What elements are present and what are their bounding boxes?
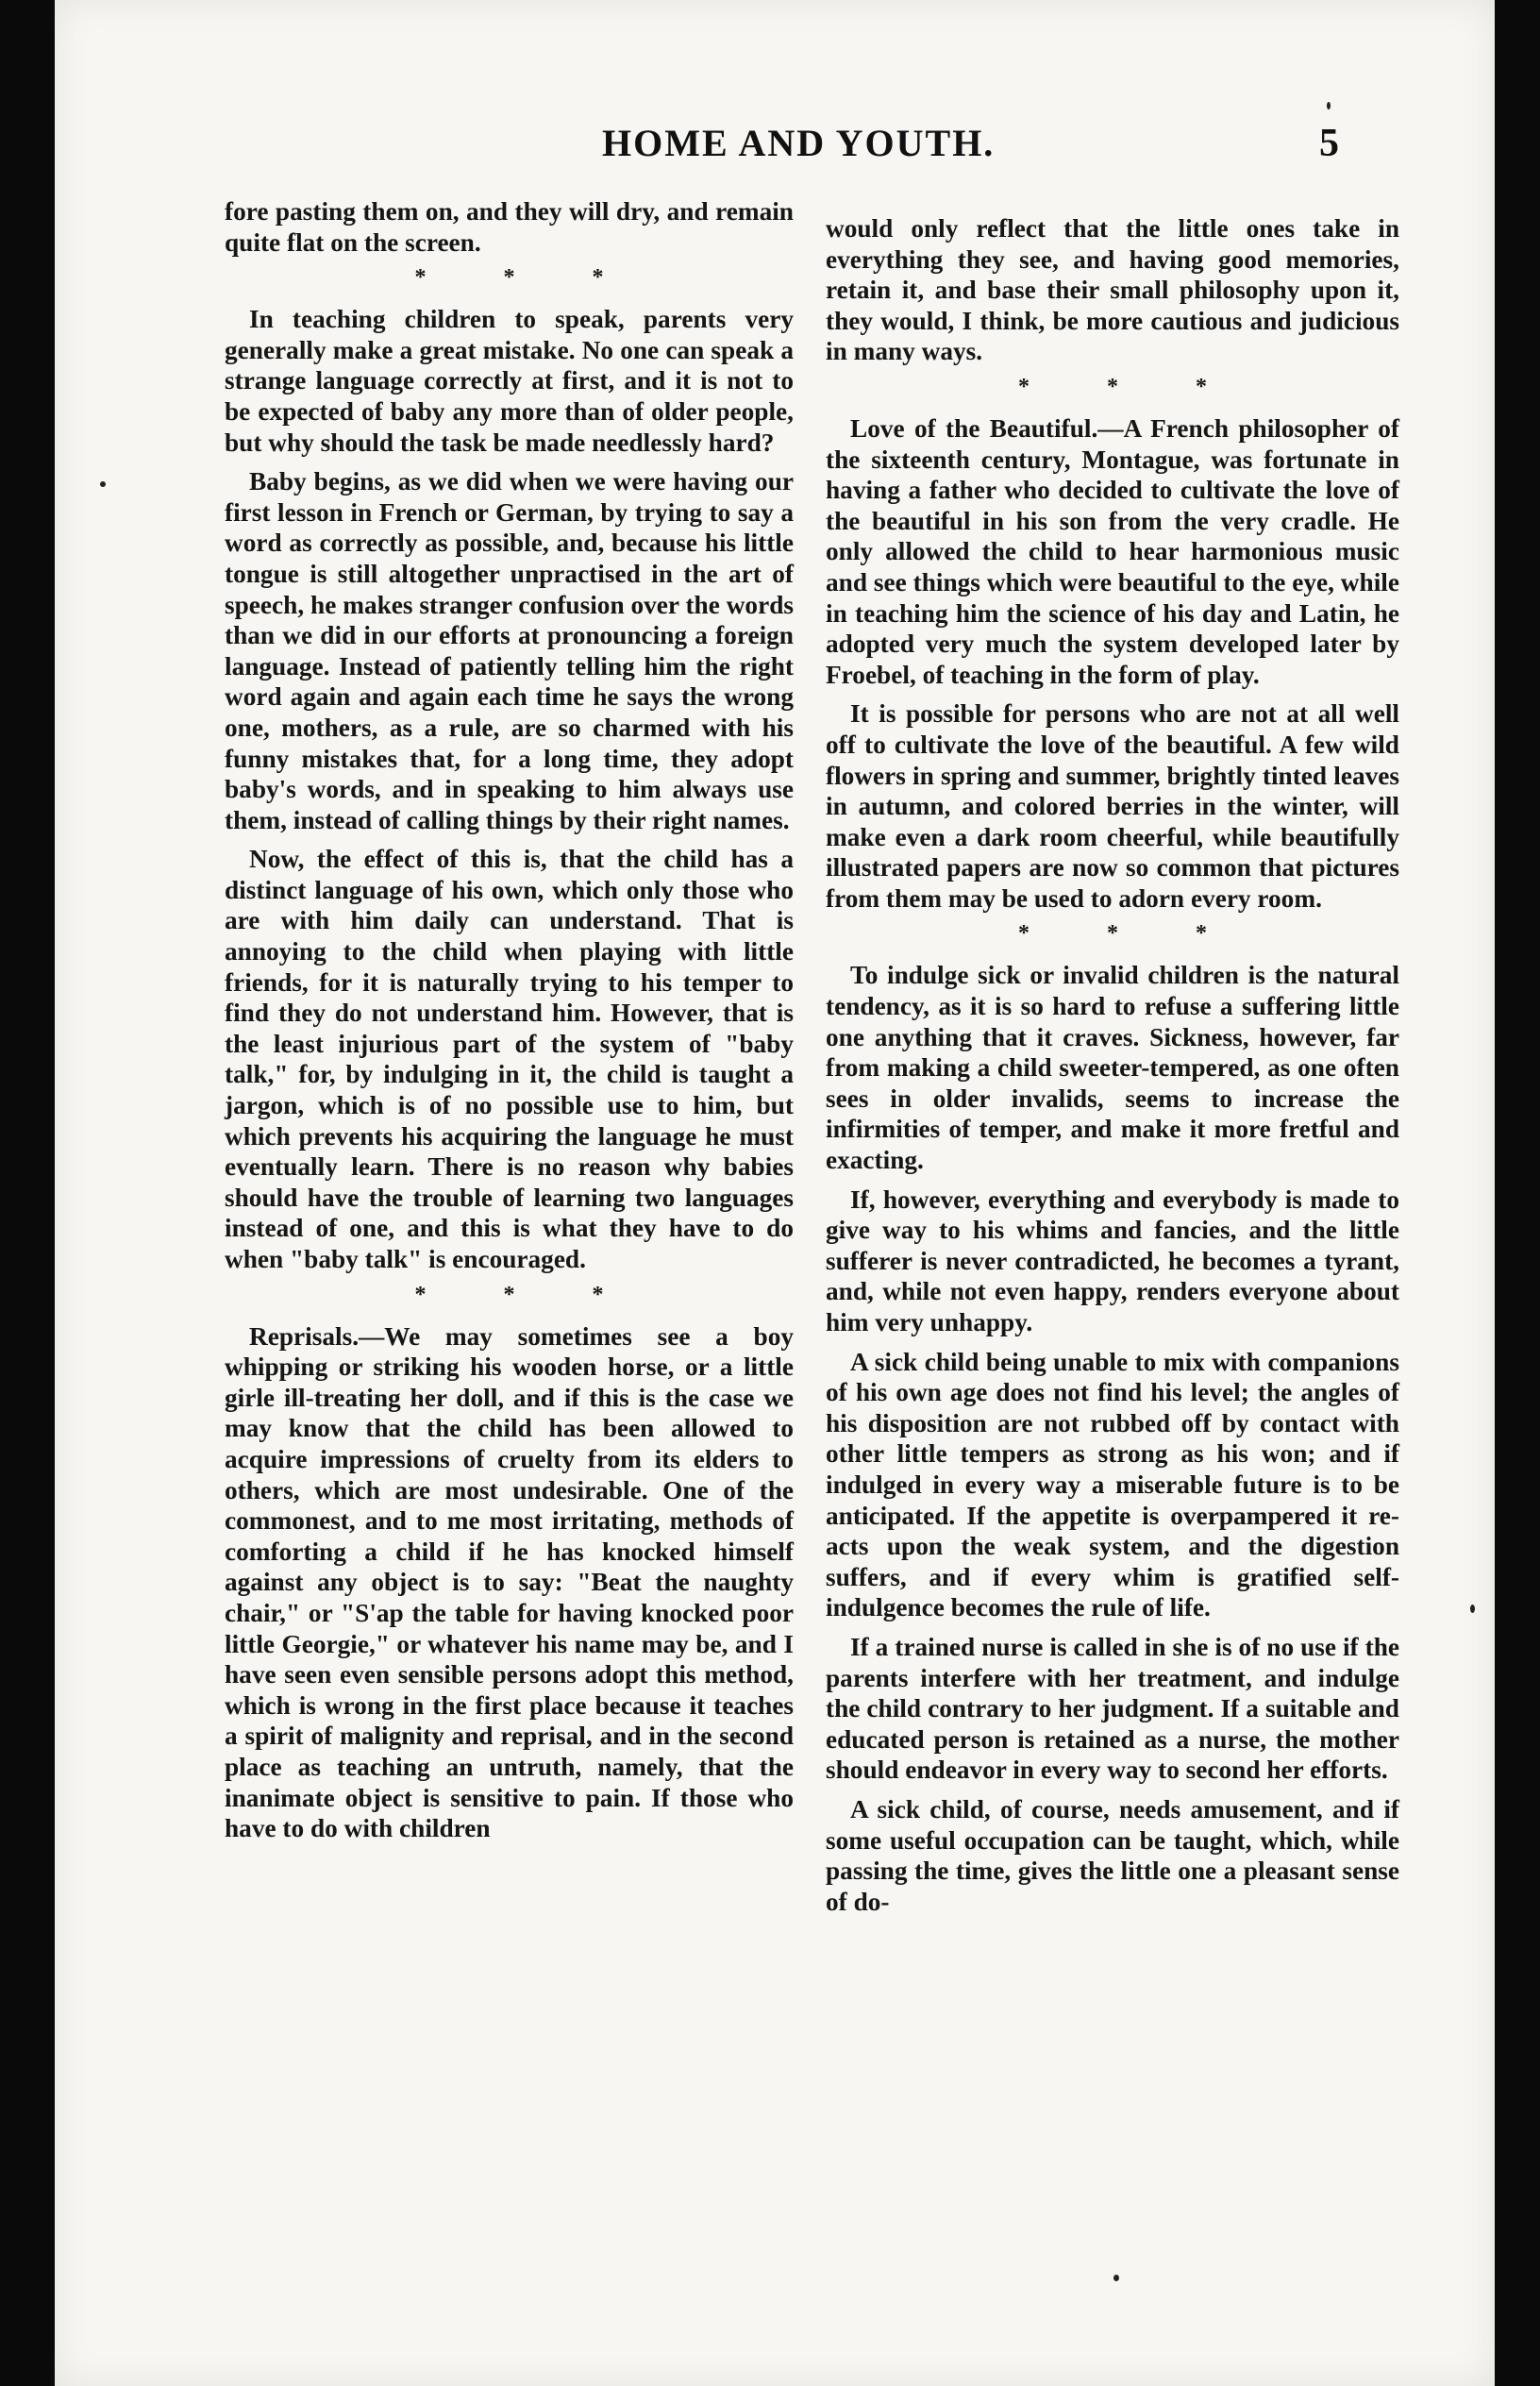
scan-speck <box>1327 102 1331 109</box>
paragraph: Love of the Beautiful.—A French philosopher of the sixteenth century, Montague, was fortunate in having a father who decided to cultivate the love of the beautiful in his son from the very cradle. He only allowed the child to hear harmonious music and see things which were beautiful to the eye, while in teaching him the science of his day and Latin, he adopted very much the system developed later by Froebel, of teaching in the form of play. <box>826 413 1399 689</box>
paragraph: A sick child, of course, needs amusement, and if some useful occupation can be taught, which, while passing the time, gives the little one a pleasant sense of do- <box>826 1794 1399 1916</box>
running-title: HOME AND YOUTH. <box>602 122 996 164</box>
scan-speck <box>1470 1605 1475 1613</box>
right-column <box>826 213 1399 1925</box>
paragraph: A sick child being unable to mix with companions of his own age does not find his level; the angles of his disposition are not rubbed off by contact with other little tempers as strong as his won; and if indulged in every way a miserable future is to be anticipated. If the appetite is overpampered it re-acts upon the weak system, and the digestion suffers, and if every whim is gratified self-indulgence becomes the rule of life. <box>826 1347 1399 1622</box>
scan-speck <box>100 481 106 487</box>
section-separator: * * * <box>414 1282 640 1307</box>
paragraph: If, however, everything and everybody is made to give way to his whims and fancies, and the little sufferer is never contradicted, he becomes a tyrant, and, while not even happy, renders everyone about him very unhappy. <box>826 1185 1399 1336</box>
paragraph: If a trained nurse is called in she is of no use if the parents interfere with her treatment, and indulge the child contrary to her judgment. If a suitable and educated person is retained as a nurse, the mother should endeavor in every way to second her efforts. <box>826 1632 1399 1785</box>
section-separator: * * * <box>414 265 640 291</box>
paragraph: fore pasting them on, and they will dry, and remain quite flat on the screen. <box>225 197 794 257</box>
page-header <box>55 121 1495 177</box>
page-number: 5 <box>1319 122 1339 165</box>
scan-speck <box>1113 2275 1119 2281</box>
paragraph: It is possible for persons who are not at all well off to cultivate the love of the beautiful. A few wild flowers in spring and summer, brightly tinted leaves in autumn, and colored berries in the winter, will make even a dark room cheerful, while beautifully illustrated papers are now so common that pictures from them may be used to adorn every room. <box>826 699 1399 913</box>
paragraph: Reprisals.—We may sometimes see a boy whipping or striking his wooden horse, or a little girle ill-treating her doll, and if this is the case we may know that the child has been allowed to acquire impressions of cruelty from its elders to others, which are most undesirable. One of the commonest, and to me most irritating, methods of comforting a child if he has knocked himself against any object is to say: "Beat the naughty chair," or "S'ap the table for having knocked poor little Georgie," or whatever his name may be, and I have seen even sensible persons adopt this method, which is wrong in the first place because it teaches a spirit of malignity and reprisal, and in the second place as teaching an untruth, namely, that the inanimate object is sensitive to pain. If those who have to do with children <box>225 1321 794 1843</box>
section-separator: * * * <box>1018 921 1243 947</box>
paragraph: Now, the effect of this is, that the child has a distinct language of his own, which only those who are with him daily can understand. That is annoying to the child when playing with little friends, for it is naturally trying to his temper to find they do not understand him. However, that is the least injurious part of the system of "baby talk," for, by indulging in it, the child is taught a jargon, which is of no possible use to him, but which prevents his acquiring the language he must eventually learn. There is no reason why babies should have the trouble of learning two languages instead of one, and this is what they have to do when "baby talk" is encouraged. <box>225 845 794 1273</box>
paragraph: To indulge sick or invalid children is the natural tendency, as it is so hard to refuse a suffering little one anything that it craves. Sickness, however, far from making a child sweeter-tempered, as one often sees in older invalids, seems to increase the infirmities of temper, and make it more fretful and exacting. <box>826 961 1399 1175</box>
magazine-page <box>55 0 1495 2386</box>
paragraph: In teaching children to speak, parents very generally make a great mistake. No one can speak a strange language correctly at first, and it is not to be expected of baby any more than of older people, but why should the task be made needlessly hard? <box>225 305 794 457</box>
section-separator: * * * <box>1018 374 1243 399</box>
paragraph: would only reflect that the little ones take in everything they see, and having good memories, retain it, and base their small philosophy upon it, they would, I think, be more cautious and judicious in many ways. <box>826 214 1399 366</box>
left-column <box>225 196 794 1853</box>
paragraph: Baby begins, as we did when we were having our first lesson in French or German, by trying to say a word as correctly as possible, and, because his little tongue is still altogether unpractised in the art of speech, he makes stranger confusion over the words than we did in our efforts at pronouncing a foreign language. Instead of patiently telling him the right word again and again each time he says the wrong one, mothers, as a rule, are so charmed with his funny mistakes that, for a long time, they adopt baby's words, and in speaking to him always use them, instead of calling things by their right names. <box>225 467 794 834</box>
